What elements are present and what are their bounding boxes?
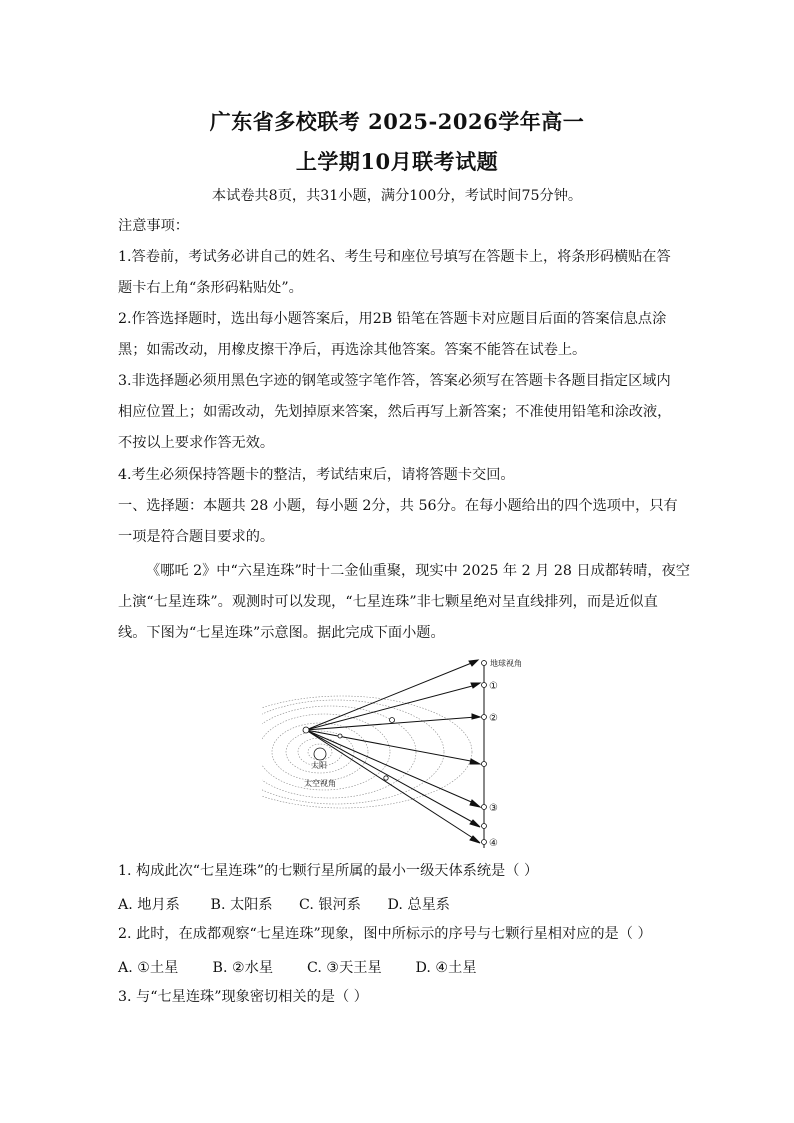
earth-view-label: 地球视角 [490, 659, 522, 668]
option-a[interactable]: A. ①土星 [118, 960, 179, 976]
sun-label: 太阳 [311, 761, 327, 770]
passage-line: 上演“七星连珠”。观测时可以发现，“七星连珠”非七颗星绝对呈直线排列，而是近似直 [118, 594, 658, 610]
planet-point [338, 734, 342, 738]
option-b[interactable]: B. 太阳系 [210, 897, 273, 913]
passage-line: 《哪吒 2》中“六星连珠”时十二金仙重聚，现实中 2025 年 2 月 28 日成都转晴，夜空 [146, 563, 690, 579]
option-b[interactable]: B. ②水星 [212, 960, 274, 976]
axis-point [482, 840, 487, 845]
option-c[interactable]: C. 银河系 [299, 897, 361, 913]
note-line: 黑；如需改动，用橡皮擦干净后，再选涂其他答案。答案不能答在试卷上。 [118, 342, 587, 358]
option-d[interactable]: D. 总星系 [387, 897, 450, 913]
passage-line: 线。下图为“七星连珠”示意图。据此完成下面小题。 [118, 625, 445, 641]
marker-2: ② [489, 713, 498, 724]
question-1-stem: 1. 构成此次“七星连珠”的七颗行星所属的最小一级天体系统是（ ） [118, 863, 539, 879]
orbit-ring [262, 700, 444, 804]
note-line: 2.作答选择题时，选出每小题答案后，用2B 铅笔在答题卡对应题目后面的答案信息点涂 [118, 311, 667, 327]
note-line: 相应位置上；如需改动，先划掉原来答案，然后再写上新答案；不准使用铅笔和涂改液， [118, 404, 672, 420]
axis-point [482, 805, 487, 810]
arrow-head [470, 800, 480, 807]
question-2-stem: 2. 此时，在成都观察“七星连珠”现象，图中所标示的序号与七颗行星相对应的是（ ） [118, 926, 652, 942]
question-2-options [118, 957, 477, 977]
page-subtitle: 上学期10月联考试题 [295, 149, 499, 174]
question-3-stem: 3. 与“七星连珠”现象密切相关的是（ ） [118, 989, 368, 1005]
observer-point [303, 727, 309, 733]
arrow-head [471, 683, 480, 688]
section-heading-cont: 一项是符合题目要求的。 [118, 529, 275, 545]
notes-heading: 注意事项： [118, 218, 189, 234]
sight-line [306, 730, 476, 804]
arrow-head [469, 660, 478, 666]
exam-info: 本试卷共8页，共31小题，满分100分，考试时间75分钟。 [211, 188, 583, 204]
option-c[interactable]: C. ③天王星 [307, 960, 382, 976]
seven-planet-alignment-diagram [262, 652, 552, 852]
note-line: 3.非选择题必须用黑色字迹的钢笔或签字笔作答，答案必须写在答题卡各题目指定区域内 [118, 373, 671, 389]
page-title: 广东省多校联考 2025-2026学年高一 [209, 109, 585, 134]
marker-1: ① [489, 681, 498, 692]
arrow-head [470, 759, 480, 764]
marker-3: ③ [489, 803, 498, 814]
planet-point [390, 718, 395, 723]
axis-point [482, 762, 487, 767]
sight-lines [306, 660, 480, 843]
marker-4: ④ [489, 838, 498, 849]
note-line: 不按以上要求作答无效。 [118, 435, 275, 451]
note-line: 1.答卷前，考试务必讲自己的姓名、考生号和座位号填写在答题卡上，将条形码横贴在答 [118, 249, 671, 265]
note-line: 题卡右上角“条形码粘贴处”。 [118, 280, 303, 296]
space-view-label: 太空视角 [304, 779, 336, 788]
option-d[interactable]: D. ④土星 [415, 960, 477, 976]
axis-point [482, 683, 487, 688]
orbit-rings [262, 696, 472, 808]
axis-point [482, 824, 487, 829]
question-1-options [118, 894, 450, 914]
axis-point [482, 661, 487, 666]
option-a[interactable]: A. 地月系 [118, 897, 180, 913]
sun-circle [314, 748, 326, 760]
orbit-ring [262, 696, 472, 808]
note-line: 4.考生必须保持答题卡的整洁，考试结束后，请将答题卡交回。 [118, 467, 515, 483]
axis-point [482, 715, 487, 720]
sight-line [306, 730, 476, 824]
section-heading: 一、选择题：本题共 28 小题，每小题 2分，共 56分。在每小题给出的四个选项中，只有 [118, 498, 678, 514]
planet-point [384, 776, 388, 780]
planet-points [303, 661, 487, 845]
arrow-head [472, 714, 480, 719]
